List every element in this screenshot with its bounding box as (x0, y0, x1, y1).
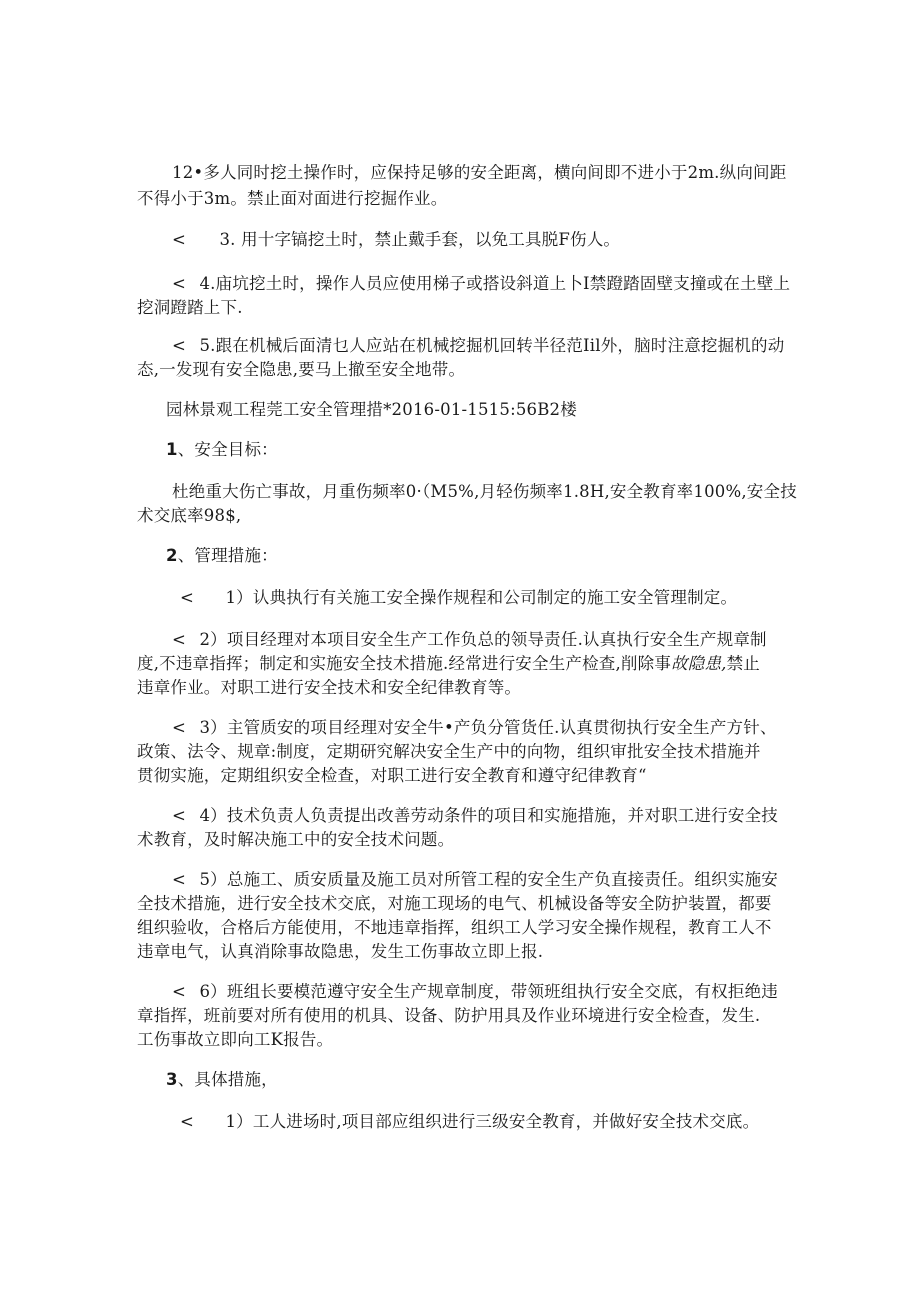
measure-2-line-3: 违章作业。对职工进行安全技术和安全纪律教育等。 (137, 678, 522, 697)
para-4-line-2: 挖洞蹬踏上下. (137, 298, 243, 317)
measure-5-line-3: 组织验收，合格后方能使用，不地违章指挥，组织工人学习安全操作规程，教育工人不 (137, 918, 772, 937)
heading-text: 、管理措施： (177, 546, 278, 565)
bullet-marker: < (172, 230, 187, 249)
measure-3-text-1: 3）主管质安的项目经理对安全牛•产负分管货任.认真贯彻执行安全生产方针、 (199, 718, 777, 737)
measure-1 (180, 588, 737, 608)
heading-text: 、具体措施， (177, 1070, 278, 1089)
para-4-line-1 (172, 274, 790, 294)
para-12-line-2: 不得小于3m。禁止面对面进行挖掘作业。 (137, 189, 448, 208)
goal-line-1: 杜绝重大伤亡事故，月重伤频率0·（M5%,月轻伤频率1.8H,安全教育率100%,安全技 (172, 482, 797, 501)
article-title: 园林景观工程莞工安全管理措*2016-01-1515:56B2楼 (166, 400, 577, 419)
heading-management-measures (166, 546, 278, 566)
measure-5-text-1: 5）总施工、质安质量及施工员对所管工程的安全生产负直接责任。组织实施安 (199, 870, 778, 889)
para-3 (172, 230, 620, 250)
measure-6-text-1: 6）班组长要模范遵守安全生产规章制度，带领班组执行安全交底，有权拒绝违 (199, 982, 778, 1001)
bullet-marker: < (172, 718, 187, 737)
heading-specific-measures (166, 1070, 278, 1090)
specific-1-text: 1）工人进场时,项目部应组织进行三级安全教育，并做好安全技术交底。 (225, 1112, 760, 1131)
measure-5-line-1 (172, 870, 778, 890)
para-5-line-1 (172, 336, 784, 356)
measure-2-text-1: 2）项目经理对本项目安全生产工作负总的领导责任.认真执行安全生产规章制 (199, 630, 767, 649)
measure-3-line-2: 政策、法令、规章:制度，定期研究解决安全生产中的向物，组织审批安全技术措施并 (137, 742, 761, 761)
measure-2-line-2 (137, 654, 760, 674)
specific-1 (180, 1112, 759, 1132)
bullet-marker: < (172, 806, 187, 825)
measure-2-text-2a: 度,不违章指挥；制定和实施安全技术措施.经常进行安全生产检查,削除事 (137, 654, 672, 673)
para-5-line-2: 态,一发现有安全隐患,要马上撤至安全地带。 (137, 360, 466, 379)
measure-1-text: 1）认典执行有关施工安全操作规程和公司制定的施工安全管理制定。 (225, 588, 738, 607)
measure-2-line-1 (172, 630, 767, 650)
heading-number: 3 (166, 1070, 178, 1089)
bullet-marker: < (172, 630, 187, 649)
heading-text: 、安全目标： (177, 440, 278, 459)
bullet-marker: < (172, 336, 187, 355)
measure-4-text-1: 4）技术负责人负责提出改善劳动条件的项目和实施措施，并对职工进行安全技 (199, 806, 778, 825)
measure-3-line-1 (172, 718, 777, 738)
para-5-text-1: 5.跟在机械后面清乜人应站在机械挖掘机回转半径范Iil外，脑时注意挖掘机的动 (199, 336, 785, 355)
heading-number: 1 (166, 440, 178, 459)
heading-number: 2 (166, 546, 178, 565)
para-4-text-1: 4.庙坑挖土时，操作人员应使用梯子或搭设斜道上卜I禁蹬踏固壁支撞或在土壁上 (199, 274, 791, 293)
bullet-marker: < (172, 274, 187, 293)
measure-3-line-3: 贯彻实施，定期组织安全检查，对职工进行安全教育和遵守纪律教育“ (137, 766, 647, 785)
bullet-marker: < (172, 982, 187, 1001)
measure-6-line-2: 章指挥，班前要对所有使用的机具、设备、防护用具及作业环境进行安全检查，发生. (137, 1006, 761, 1025)
bullet-marker: < (180, 1112, 195, 1131)
measure-2-text-2c: 禁止 (726, 654, 760, 673)
bullet-marker: < (172, 870, 187, 889)
bullet-marker: < (180, 588, 195, 607)
measure-4-line-2: 术教育，及时解决施工中的安全技术问题。 (137, 830, 455, 849)
measure-6-line-3: 工伤事故立即向工K报告。 (137, 1030, 334, 1049)
para-3-text: 3. 用十字镐挖土时，禁止戴手套，以免工具脱F伤人。 (219, 230, 621, 249)
measure-6-line-1 (172, 982, 778, 1002)
measure-4-line-1 (172, 806, 778, 826)
measure-2-emphasis: 故隐患, (671, 654, 727, 673)
measure-5-line-4: 违章电气，认真消除事故隐患，发生工伤事故立即上报. (137, 942, 544, 961)
heading-safety-goal (166, 440, 278, 460)
measure-5-line-2: 全技术措施，进行安全技术交底，对施工现场的电气、机械设备等安全防护装置，都要 (137, 894, 772, 913)
goal-line-2: 术交底率98$, (137, 506, 242, 525)
para-12-line-1: 12•多人同时挖土操作时，应保持足够的安全距离，横向间即不进小于2m.纵向间距 (172, 163, 787, 182)
